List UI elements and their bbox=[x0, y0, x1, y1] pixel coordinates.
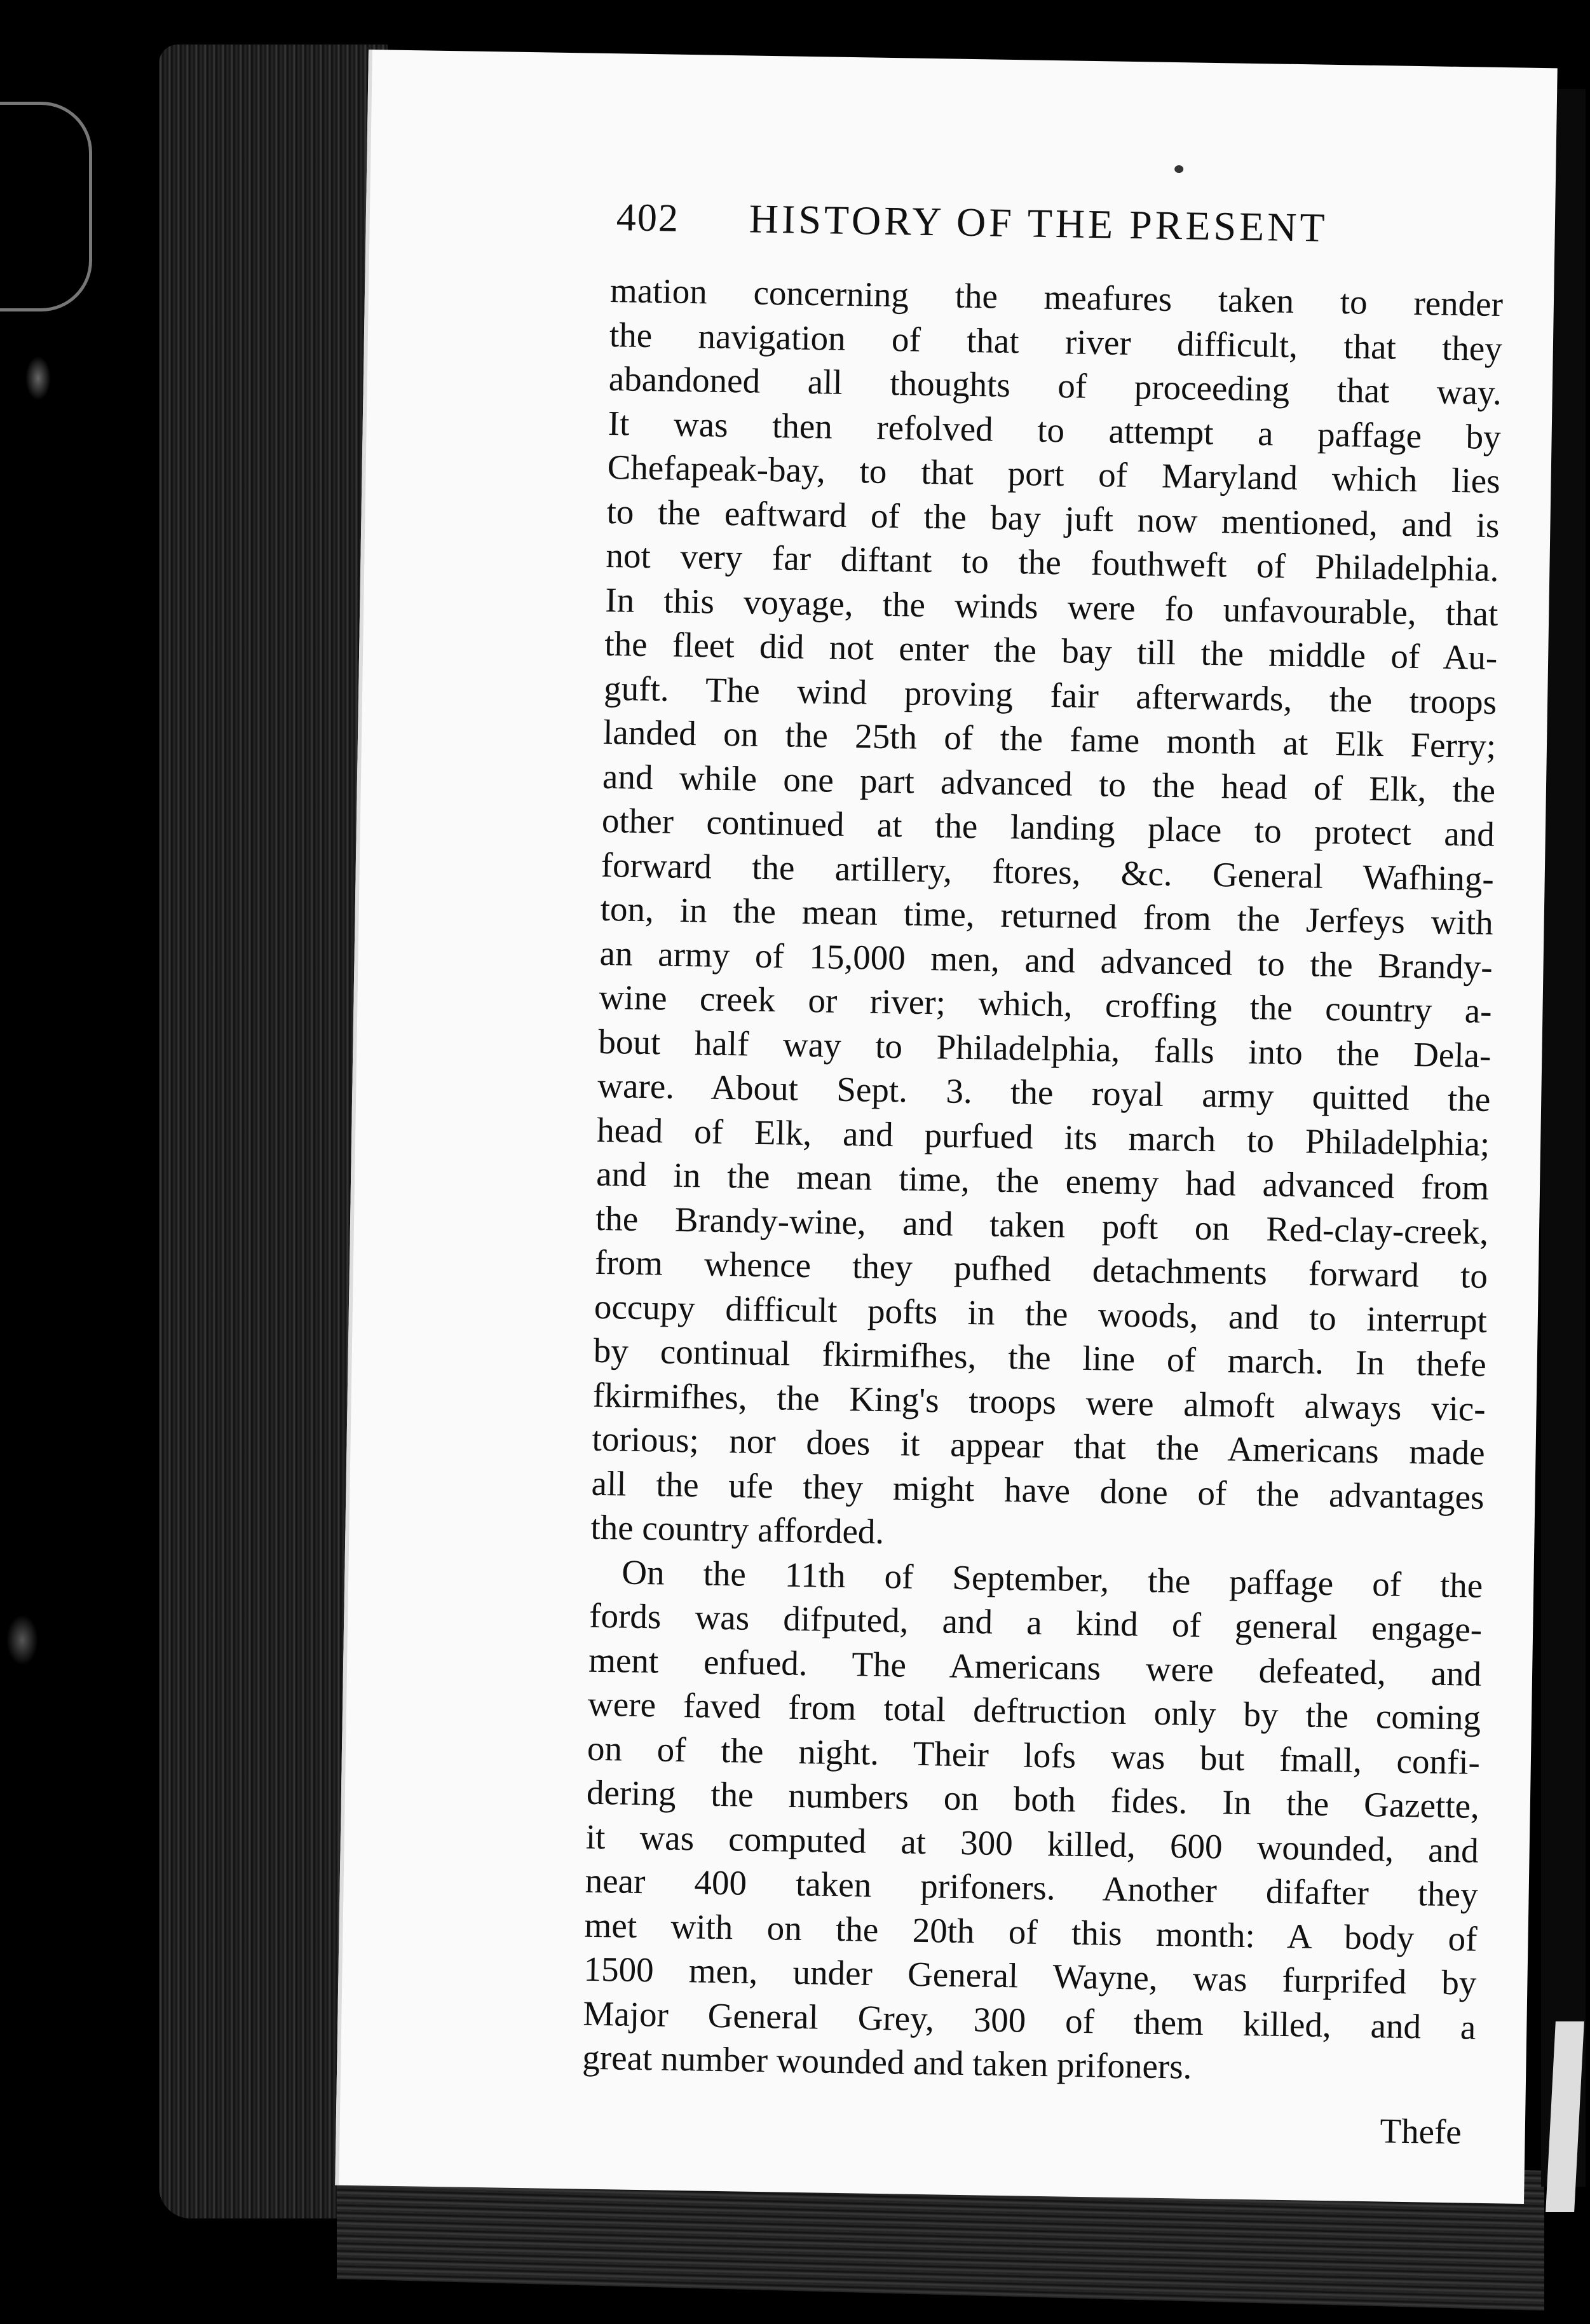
text-line: and in the mean time, the enemy had advanced from bbox=[595, 1154, 1490, 1207]
paragraph bbox=[590, 268, 1503, 1563]
scan-artifact-curve bbox=[0, 102, 92, 311]
text-line: mation concerning the meafures taken to render bbox=[609, 271, 1504, 324]
text-line: the country afforded. bbox=[590, 1507, 885, 1552]
text-line: the fleet did not enter the bay till the middle of Au- bbox=[604, 624, 1498, 678]
text-line: fkirmifhes, the King's troops were almoft always vic- bbox=[592, 1375, 1486, 1428]
text-line: In this voyage, the winds were fo unfavourable, that bbox=[604, 580, 1498, 633]
text-line: 1500 men, under General Wayne, was furprifed by bbox=[583, 1949, 1477, 2002]
text-line: wine creek or river; which, croffing the country a- bbox=[599, 977, 1492, 1030]
running-head: HISTORY OF THE PRESENT bbox=[749, 196, 1329, 250]
text-line: occupy difficult pofts in the woods, and to interrupt bbox=[594, 1287, 1488, 1340]
catchword: Thefe bbox=[1380, 2110, 1462, 2151]
text-line: Major General Grey, 300 of them killed, and a bbox=[583, 1993, 1476, 2047]
text-line: ment enfued. The Americans were defeated, and bbox=[588, 1640, 1482, 1693]
text-line: were faved from total deftruction only by the coming bbox=[587, 1684, 1481, 1737]
body-text bbox=[581, 268, 1503, 2154]
text-line: met with on the 20th of this month: A body of bbox=[584, 1905, 1478, 1958]
text-line: ton, in the mean time, returned from the Jerfeys with bbox=[600, 889, 1494, 942]
text-line: from whence they pufhed detachments forward to bbox=[594, 1242, 1488, 1295]
text-line: bout half way to Philadelphia, falls into the Dela- bbox=[598, 1022, 1491, 1075]
page-header bbox=[616, 193, 1468, 254]
text-line: fords was difputed, and a kind of general engage- bbox=[588, 1596, 1483, 1649]
text-line: landed on the 25th of the fame month at Elk Ferry; bbox=[602, 712, 1497, 765]
ink-dot bbox=[1174, 165, 1183, 173]
text-line: great number wounded and taken prifoners. bbox=[581, 2037, 1192, 2086]
text-line: On the 11th of September, the paffage of the bbox=[621, 1552, 1483, 1605]
text-line: by continual fkirmifhes, the line of march. In thefe bbox=[593, 1330, 1487, 1384]
text-line: an army of 15,000 men, and advanced to the Brandy- bbox=[599, 933, 1493, 987]
text-line: not very far diftant to the fouthweft of Philadelphia. bbox=[606, 535, 1499, 589]
text-line: Chefapeak-bay, to that port of Maryland which lies bbox=[607, 447, 1501, 501]
text-line: all the ufe they might have done of the advantages bbox=[591, 1463, 1485, 1517]
text-line: other continued at the landing place to protect and bbox=[601, 800, 1495, 854]
text-line: torious; nor does it appear that the Americans made bbox=[592, 1419, 1486, 1472]
paragraph bbox=[582, 1549, 1483, 2093]
text-line: on of the night. Their lofs was but fmall, confi- bbox=[587, 1728, 1481, 1782]
text-line: ware. About Sept. 3. the royal army quitted the bbox=[597, 1065, 1491, 1119]
scan-artifact-speck bbox=[6, 1615, 38, 1665]
text-line: and while one part advanced to the head of Elk, the bbox=[602, 756, 1496, 810]
text-line: the Brandy-wine, and taken poft on Red-clay-creek, bbox=[595, 1198, 1489, 1252]
text-line: dering the numbers on both fides. In the Gazette, bbox=[586, 1772, 1480, 1826]
text-line: It was then refolved to attempt a paffage by bbox=[608, 403, 1502, 456]
text-line: to the eaftward of the bay juft now mentioned, and is bbox=[606, 491, 1500, 545]
text-line: forward the artillery, ftores, &c. General Wafhing- bbox=[601, 845, 1495, 898]
text-line: near 400 taken prifoners. Another difafter they bbox=[585, 1861, 1479, 1914]
text-line: the navigation of that river difficult, that they bbox=[609, 315, 1503, 368]
text-line: head of Elk, and purfued its march to Philadelphia; bbox=[596, 1110, 1490, 1163]
page-number: 402 bbox=[616, 196, 680, 240]
scan-artifact-speck bbox=[25, 356, 51, 400]
book-page bbox=[335, 50, 1558, 2204]
text-line: it was computed at 300 killed, 600 wounded, and bbox=[585, 1817, 1479, 1870]
text-line: guft. The wind proving fair afterwards, the troops bbox=[603, 668, 1497, 721]
text-line: abandoned all thoughts of proceeding that way. bbox=[608, 359, 1502, 413]
